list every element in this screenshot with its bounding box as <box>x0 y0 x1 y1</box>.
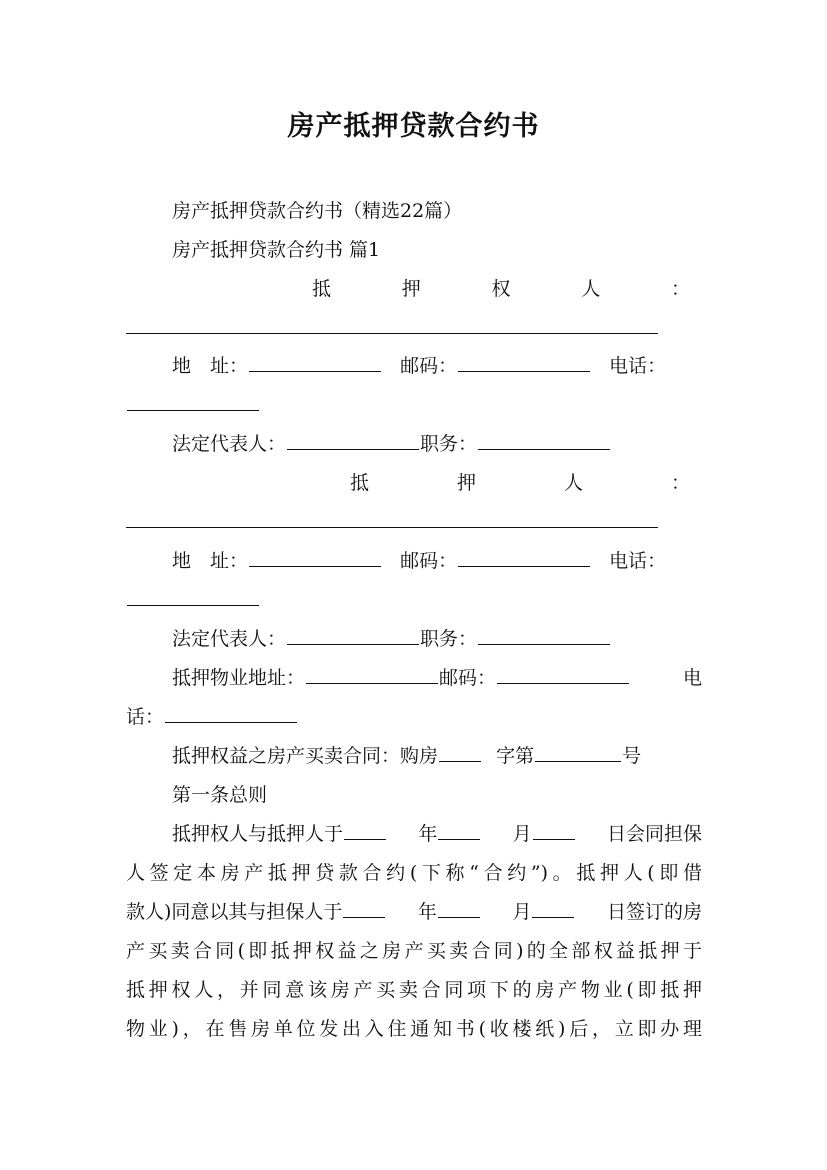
mortgagee-label: 抵 押 权 人 ： <box>312 278 690 300</box>
mortgagee-legal-rep-line: 法定代表人： 职务： <box>172 431 702 457</box>
para1-line4: 产买卖合同(即抵押权益之房产买卖合同)的全部权益抵押于 <box>126 940 702 962</box>
mortgagor-address-line: 地 址： 邮码： 电话： <box>172 550 667 572</box>
mortgagor-name-blank <box>126 506 702 532</box>
document-title: 房产抵押贷款合约书 <box>287 111 540 142</box>
mortgagee-address-line: 地 址： 邮码： 电话： <box>172 355 667 377</box>
property-address-line: 抵押物业地址： 邮码： 电 <box>172 667 702 689</box>
chapter-heading: 房产抵押贷款合约书 篇1 <box>172 239 381 261</box>
para1-line6: 物业)，在售房单位发出入住通知书(收楼纸)后，立即办理 <box>126 1018 702 1040</box>
intro-line: 房产抵押贷款合约书（精选22篇） <box>172 200 463 222</box>
mortgagor-legal-rep-line: 法定代表人： 职务： <box>172 626 702 652</box>
mortgagee-phone-blank <box>126 392 702 418</box>
para1-line1: 抵押权人与抵押人于 年 月 日会同担保 <box>172 823 702 845</box>
para1-line3: 款人)同意以其与担保人于 年 月 日签订的房 <box>126 901 702 923</box>
mortgagee-name-blank <box>126 312 702 338</box>
section-1-title: 第一条总则 <box>172 784 268 806</box>
mortgagor-label: 抵 押 人 ： <box>350 472 690 494</box>
para1-line5: 抵押权人，并同意该房产买卖合同项下的房产物业(即抵押 <box>126 979 702 1001</box>
mortgagor-phone-blank <box>126 587 702 613</box>
property-phone-line: 话： <box>126 704 702 730</box>
contract-number-line: 抵押权益之房产买卖合同：购房 字第 号 <box>172 745 642 767</box>
para1-line2: 人签定本房产抵押贷款合约(下称“合约”)。抵押人(即借 <box>126 862 702 884</box>
